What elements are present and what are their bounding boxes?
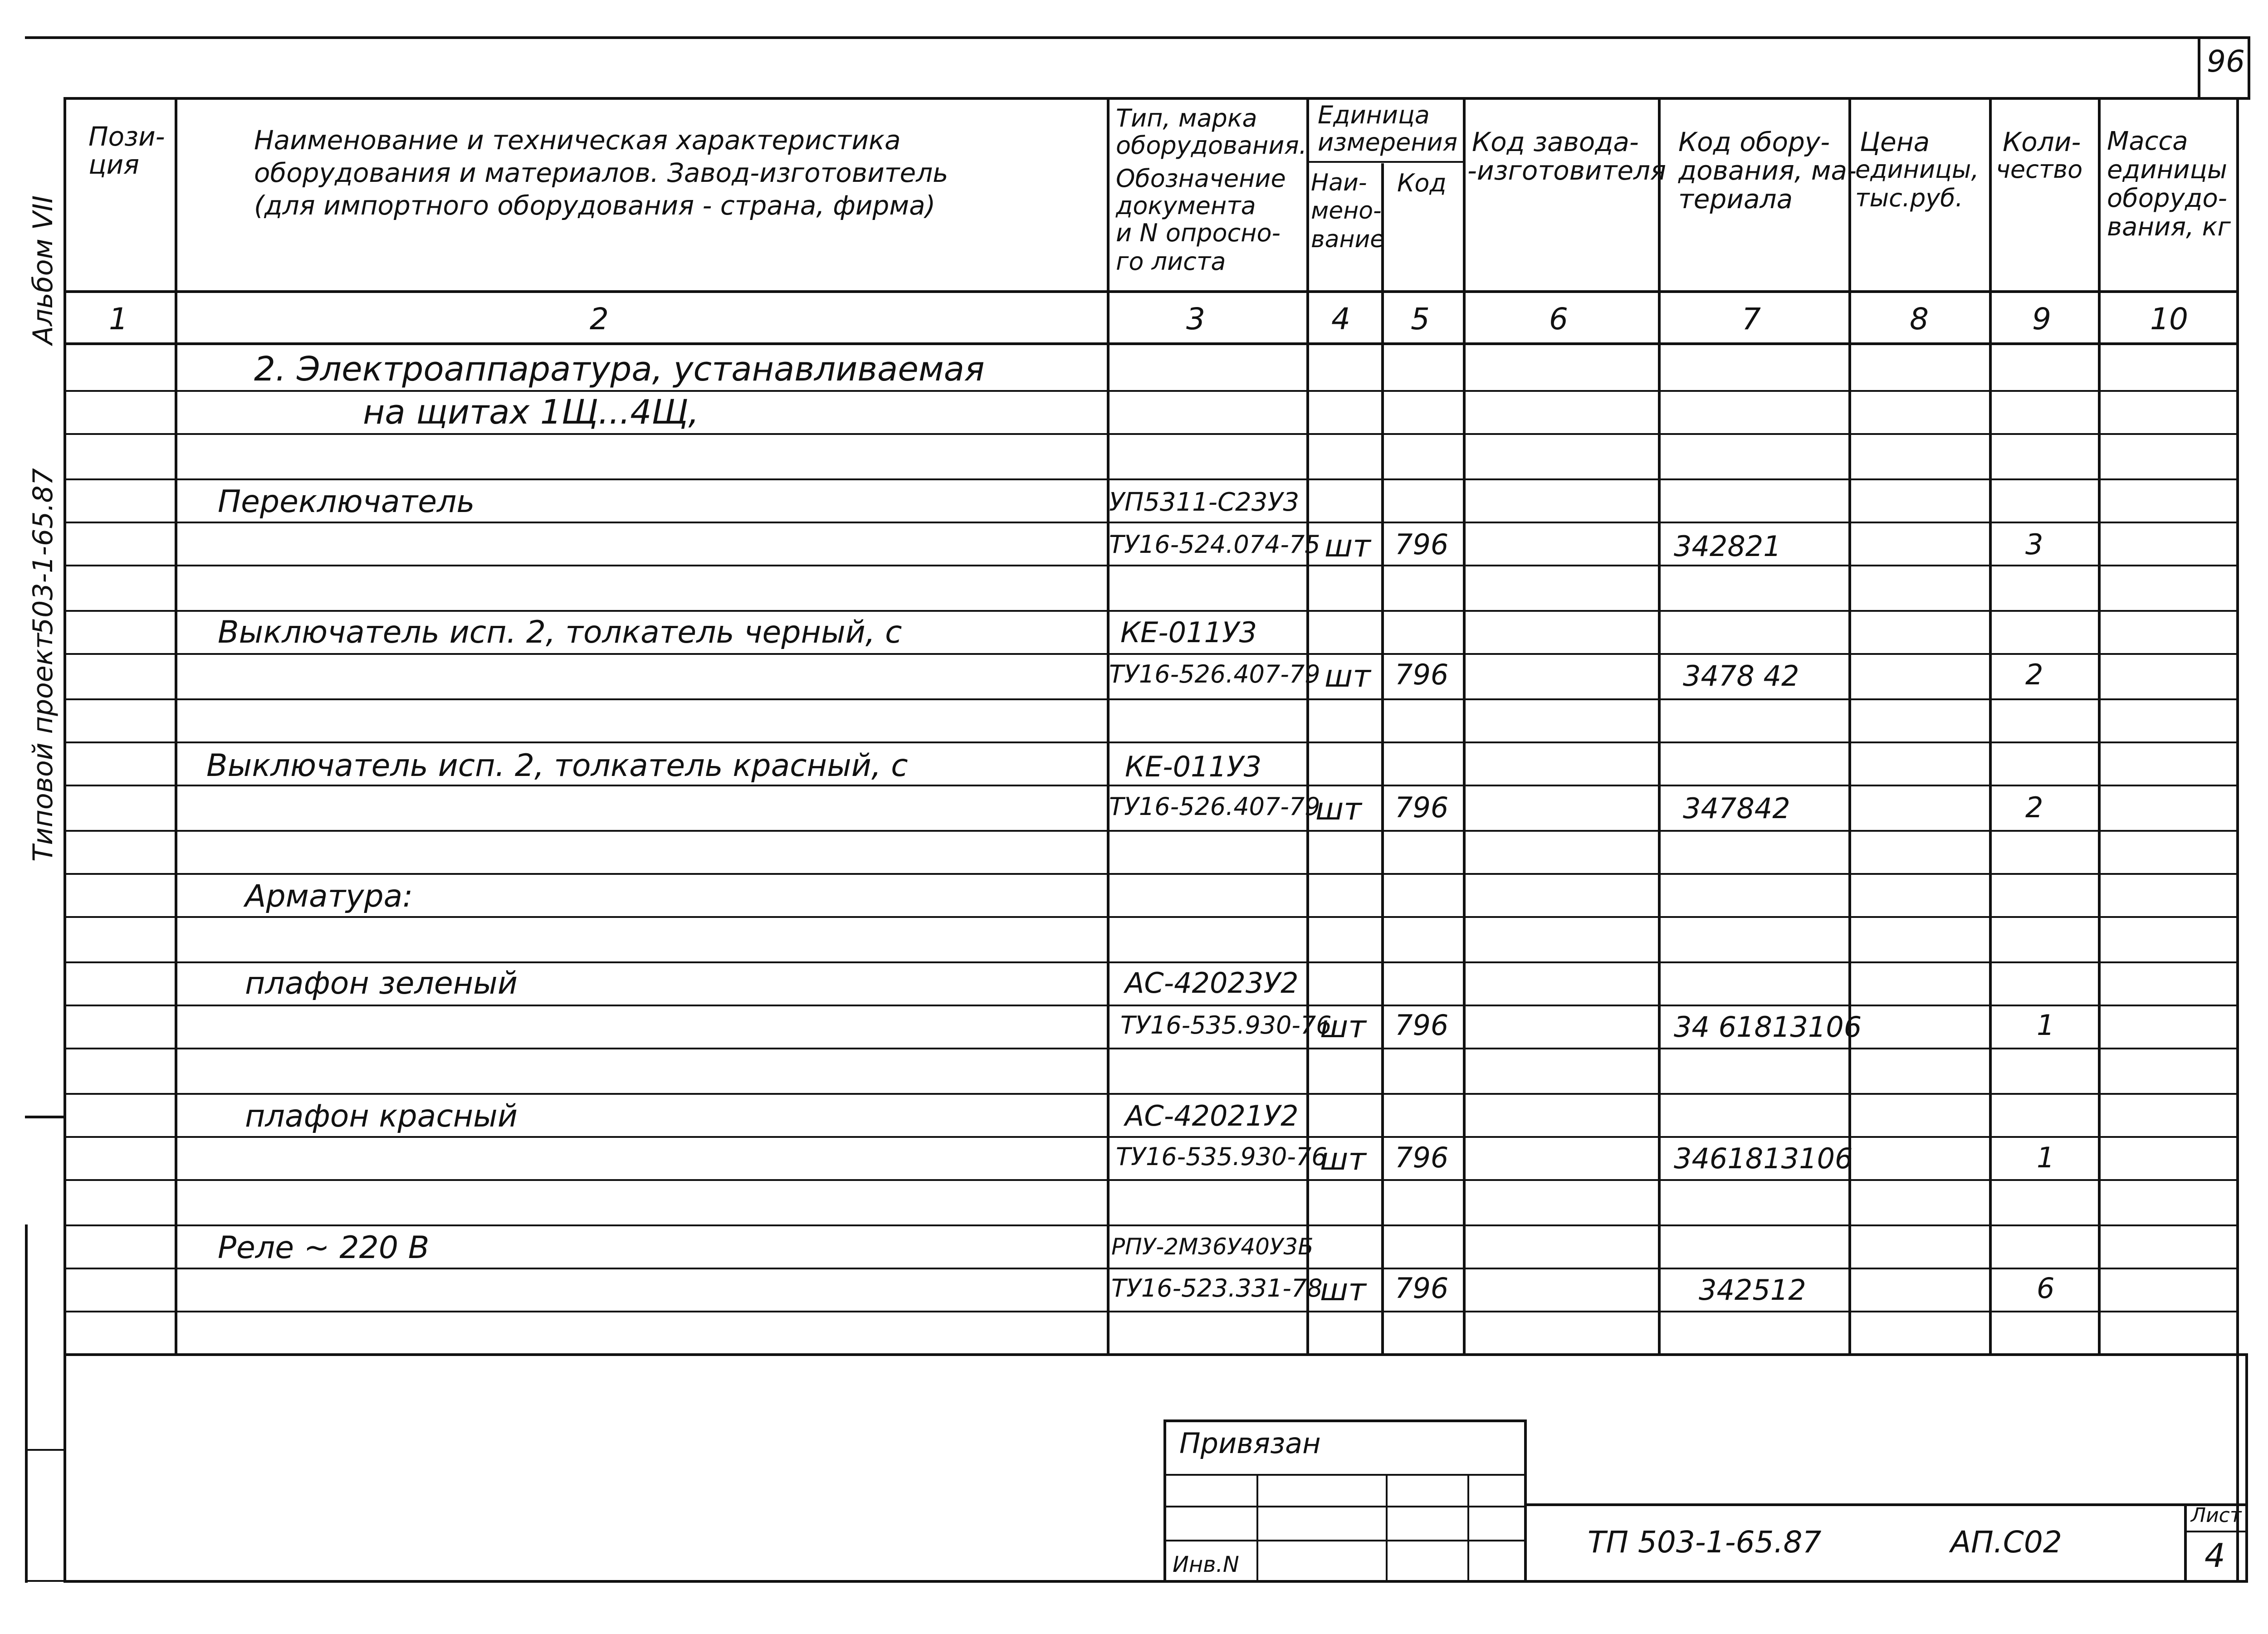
- row-equip-code: 34 61813106: [1674, 1010, 1862, 1044]
- side-project-type: Типовой проект: [27, 633, 59, 862]
- row-equip-code: 3461813106: [1674, 1142, 1853, 1175]
- header-col6-line2: -изготовителя: [1467, 155, 1667, 186]
- header-col4-line3: вание: [1311, 226, 1385, 253]
- row-type: ТУ16-526.407-79: [1109, 792, 1320, 821]
- header-col2-line3: (для импортного оборудования - страна, фирма): [254, 190, 936, 221]
- row-unit-code: 796: [1395, 1272, 1449, 1305]
- left-frame: [64, 97, 66, 1580]
- row-type: КЕ-011У3: [1125, 750, 1262, 783]
- colnum-9: 9: [2032, 302, 2051, 337]
- header-col3-line2: оборудования.: [1116, 131, 1307, 160]
- header-unit-group-line1: Единица: [1318, 101, 1430, 129]
- stamp-sheet-number: 4: [2204, 1536, 2225, 1575]
- row-type: УП5311-С23У3: [1109, 488, 1300, 517]
- row-name: Переключатель: [218, 484, 475, 520]
- header-col9-line2: чество: [1996, 155, 2083, 184]
- row-name: Арматура:: [245, 878, 413, 914]
- row-qty: 3: [2025, 528, 2043, 561]
- row-qty: 1: [2037, 1009, 2055, 1042]
- row-unit-code: 796: [1395, 1009, 1449, 1042]
- row-type: ТУ16-523.331-78: [1111, 1274, 1323, 1302]
- colnum-4: 4: [1331, 302, 1350, 337]
- colnum-2: 2: [590, 302, 609, 337]
- row-type: ТУ16-526.407-79: [1109, 660, 1320, 688]
- row-qty: 6: [2037, 1272, 2055, 1305]
- row-type: АС-42023У2: [1125, 966, 1299, 1000]
- header-col8-line3: тыс.руб.: [1855, 184, 1963, 212]
- row-equip-code: 347842: [1683, 792, 1790, 825]
- header-col6-line1: Код завода-: [1472, 127, 1639, 157]
- header-col3-line3: Обозначение: [1116, 164, 1286, 193]
- colnum-5: 5: [1411, 302, 1430, 337]
- header-col4-line2: мено-: [1311, 197, 1382, 224]
- header-col3-line5: и N опросно-: [1116, 219, 1281, 247]
- header-col7-line2: дования, ма-: [1678, 155, 1857, 186]
- row-unit: шт: [1320, 1009, 1366, 1045]
- row-unit-code: 796: [1395, 658, 1449, 691]
- header-col8-line1: Цена: [1860, 127, 1930, 157]
- colnum-1: 1: [109, 302, 128, 337]
- colnum-8: 8: [1910, 302, 1929, 337]
- header-col7-line1: Код обору-: [1678, 127, 1830, 157]
- section-title-line1: 2. Электроаппаратура, устанавливаемая: [254, 350, 985, 389]
- row-name: Выключатель исп. 2, толкатель черный, с: [218, 615, 902, 650]
- header-col2-line1: Наименование и техническая характеристика: [254, 125, 901, 156]
- header-col1-line2: ция: [88, 149, 140, 180]
- header-col3-line1: Тип, марка: [1116, 104, 1257, 132]
- row-qty: 1: [2037, 1141, 2055, 1174]
- colnum-6: 6: [1549, 302, 1568, 337]
- row-name: Реле ~ 220 В: [218, 1230, 430, 1266]
- colnum-10: 10: [2150, 302, 2188, 337]
- row-name: плафон зеленый: [245, 966, 518, 1001]
- stamp-sheet-label: Лист: [2191, 1504, 2242, 1527]
- row-unit: шт: [1325, 528, 1371, 564]
- row-type: ТУ16-535.930-76: [1120, 1011, 1332, 1039]
- header-unit-group-line2: измерения: [1318, 128, 1458, 156]
- stamp-doc-code: ТП 503-1-65.87: [1588, 1525, 1822, 1560]
- header-col10-line4: вания, кг: [2107, 212, 2231, 242]
- header-col2-line2: оборудования и материалов. Завод-изготовитель: [254, 157, 948, 188]
- row-type: РПУ-2М36У40У3Б: [1111, 1234, 1314, 1260]
- stamp-doc-suffix: АП.С02: [1950, 1525, 2062, 1560]
- header-col10-line1: Масса: [2107, 127, 2188, 156]
- header-col3-line4: документа: [1116, 191, 1256, 220]
- row-equip-code: 342512: [1699, 1273, 1806, 1307]
- row-equip-code: 3478 42: [1683, 659, 1799, 693]
- header-col1-line1: Пози-: [88, 121, 165, 152]
- stamp-inv-no: Инв.N: [1173, 1552, 1239, 1577]
- header-col9-line1: Коли-: [2003, 127, 2081, 157]
- row-qty: 2: [2025, 658, 2043, 691]
- header-col10-line2: единицы: [2107, 155, 2227, 185]
- row-type: ТУ16-524.074-75: [1109, 530, 1320, 559]
- row-type: КЕ-011У3: [1120, 616, 1257, 649]
- row-unit-code: 796: [1395, 528, 1449, 561]
- header-col3-line6: го листа: [1116, 247, 1226, 276]
- row-unit-code: 796: [1395, 1141, 1449, 1174]
- top-rule: [25, 36, 2248, 39]
- row-unit: шт: [1315, 791, 1362, 827]
- row-unit-code: 796: [1395, 791, 1449, 824]
- row-name: плафон красный: [245, 1098, 518, 1134]
- row-type: АС-42021У2: [1125, 1099, 1299, 1132]
- page-number: 96: [2207, 44, 2245, 79]
- row-qty: 2: [2025, 791, 2043, 824]
- stamp-privyazan: Привязан: [1179, 1427, 1321, 1460]
- header-col7-line3: териала: [1678, 184, 1793, 215]
- header-col10-line3: оборудо-: [2107, 184, 2227, 213]
- row-unit: шт: [1320, 1141, 1366, 1177]
- row-equip-code: 342821: [1674, 530, 1781, 563]
- header-col4-line1: Наи-: [1311, 169, 1367, 196]
- row-type: ТУ16-535.930-76: [1116, 1142, 1327, 1171]
- row-name: Выключатель исп. 2, толкатель красный, с: [206, 748, 908, 784]
- header-col8-line2: единицы,: [1855, 155, 1979, 184]
- row-unit: шт: [1320, 1272, 1366, 1308]
- section-title-line2: на щитах 1Щ...4Щ,: [363, 393, 699, 432]
- side-album: Альбом VII: [27, 195, 59, 345]
- colnum-7: 7: [1742, 302, 1761, 337]
- right-frame: [2236, 97, 2239, 1580]
- header-col5: Код: [1397, 169, 1447, 197]
- side-project-code: 503-1-65.87: [27, 468, 59, 635]
- row-unit: шт: [1325, 658, 1371, 694]
- colnum-3: 3: [1186, 302, 1205, 337]
